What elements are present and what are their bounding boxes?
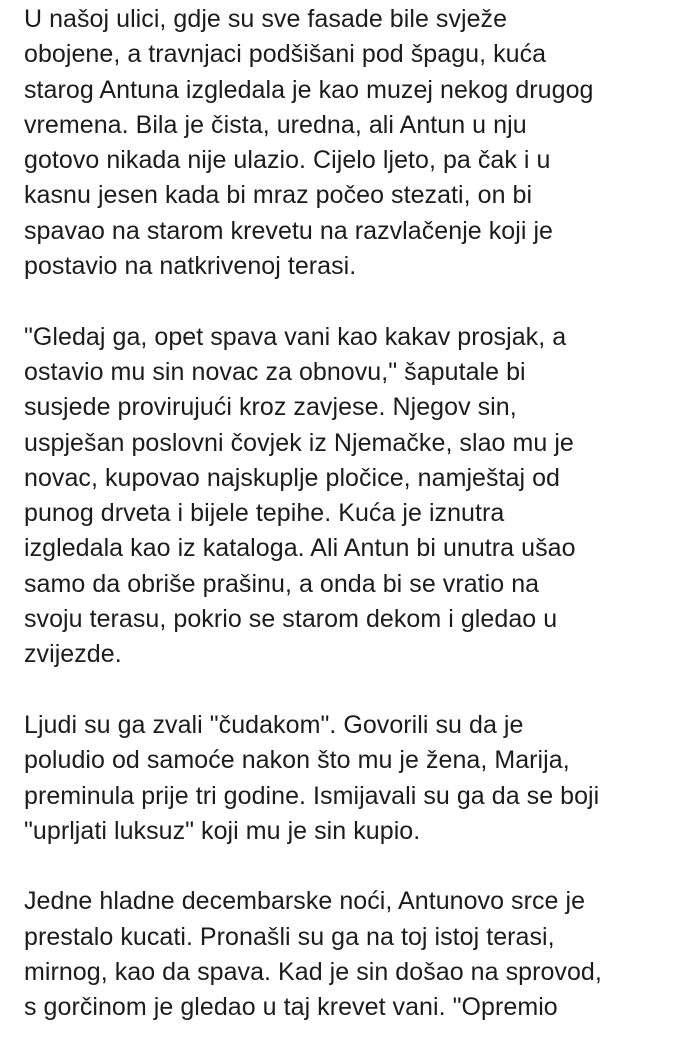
text-line: starog Antuna izgledala je kao muzej nekog drugog <box>24 75 594 104</box>
paragraph-1 <box>24 2 696 284</box>
text-line: vremena. Bila je čista, uredna, ali Antun u nju <box>24 110 527 139</box>
text-line: punog drveta i bijele tepihe. Kuća je iznutra <box>24 499 505 528</box>
text-line: prestalo kucati. Pronašli su ga na toj istoj terasi, <box>24 922 555 951</box>
text-line: poludio od samoće nakon što mu je žena, Marija, <box>24 746 570 775</box>
text-line: ostavio mu sin novac za obnovu," šaputale bi <box>24 357 526 386</box>
text-line: "uprljati luksuz" koji mu je sin kupio. <box>24 816 421 845</box>
text-line: susjede provirujući kroz zavjese. Njegov sin, <box>24 393 517 422</box>
paragraph-2 <box>24 320 696 673</box>
text-line: svoju terasu, pokrio se starom dekom i gledao u <box>24 605 558 634</box>
text-line: samo da obriše prašinu, a onda bi se vratio na <box>24 569 540 598</box>
paragraph-3 <box>24 708 696 849</box>
text-line: Ljudi su ga zvali "čudakom". Govorili su da je <box>24 710 524 739</box>
text-line: spavao na starom krevetu na razvlačenje koji je <box>24 216 554 245</box>
text-line: postavio na natkrivenoj terasi. <box>24 252 357 281</box>
text-line: uspješan poslovni čovjek iz Njemačke, slao mu je <box>24 428 574 457</box>
text-line: preminula prije tri godine. Ismijavali su ga da se boji <box>24 781 600 810</box>
text-line: gotovo nikada nije ulazio. Cijelo ljeto, pa čak i u <box>24 146 551 175</box>
text-line: obojene, a travnjaci podšišani pod špagu, kuća <box>24 40 547 69</box>
post-body <box>24 2 696 1061</box>
text-line: kasnu jesen kada bi mraz počeo stezati, on bi <box>24 181 533 210</box>
text-line: Jedne hladne decembarske noći, Antunovo srce je <box>24 887 586 916</box>
text-line: novac, kupovao najskuplje pločice, namještaj od <box>24 463 561 492</box>
text-line: U našoj ulici, gdje su sve fasade bile svježe <box>24 5 508 33</box>
text-line: s gorčinom je gledao u taj krevet vani. "Opremio <box>24 993 558 1022</box>
text-line: zvijezde. <box>24 640 122 669</box>
text-line: "Gledaj ga, opet spava vani kao kakav prosjak, a <box>24 322 567 351</box>
paragraph-4 <box>24 884 696 1025</box>
text-line: mirnog, kao da spava. Kad je sin došao na sprovod, <box>24 958 602 987</box>
text-line: izgledala kao iz kataloga. Ali Antun bi unutra ušao <box>24 534 576 563</box>
